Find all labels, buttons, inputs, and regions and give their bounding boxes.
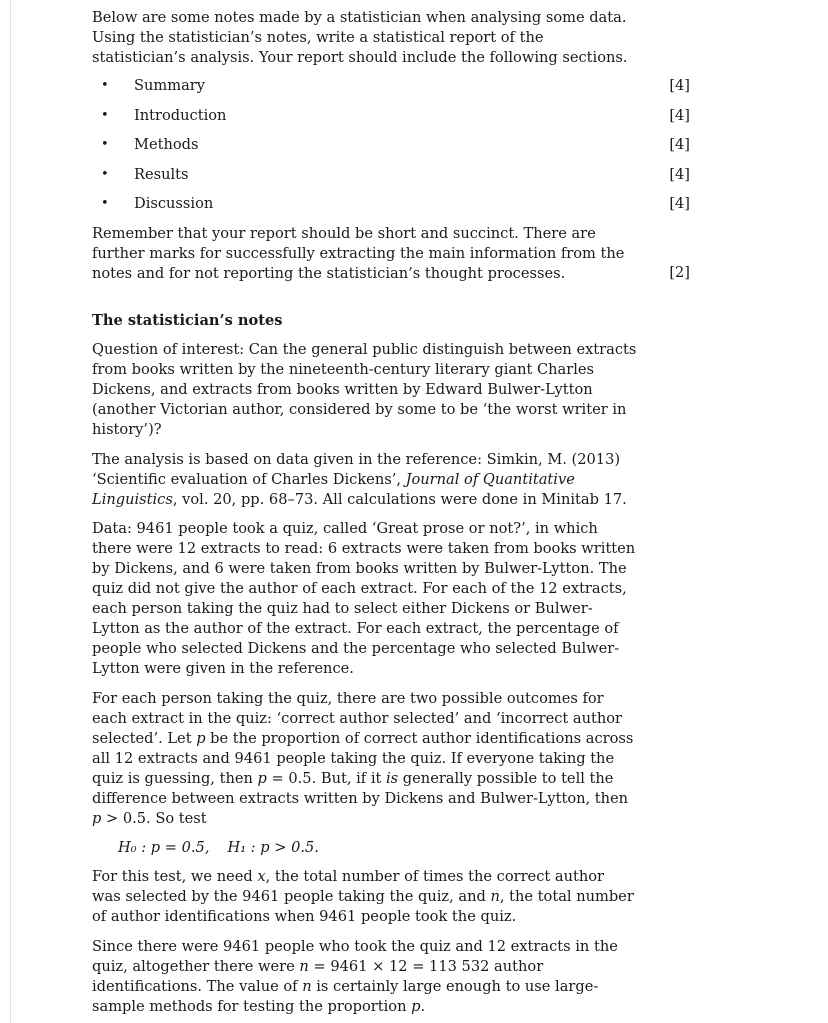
text-run: Since there were 9461 people who took the quiz and 12 extracts in the quiz, altogether there were [92,937,618,975]
text-run: generally possible to tell the difference between extracts written by Dickens and Bulwer-Lytton, then [92,769,629,808]
section-marks: [4] [669,195,690,213]
since-paragraph [92,937,637,1017]
test-paragraph [92,867,637,927]
data-paragraph: Data: 9461 people took a quiz, called ‘Great prose or not?’, in which there were 12 extracts to read: 6 extracts were taken from books written by Dickens, and 6 were taken from books written by Bulwer-Lytton. The quiz did not give the author of each extract. For each of the 12 extracts, each person taking the quiz had to select either Dickens or Bulwer-Lytton as the author of the extract. For each extract, the percentage of people who selected Dickens and the percentage who selected Bulwer-Lytton were given in the reference. [92,519,636,678]
text-run: is certainly large enough to use large-sample methods for testing the proportion [92,977,599,1015]
null-hypothesis: H₀ : p = 0.5, [118,839,210,857]
bullet-icon: • [101,166,109,182]
alternative-hypothesis: H₁ : p > 0.5. [227,839,319,857]
hypotheses [118,838,692,858]
math-p: p [196,729,206,747]
text-run: = 9461 × 12 = 113 532 author identifications. The value of [92,957,544,995]
section-list [92,76,692,224]
text-run: For each person taking the quiz, there are two possible outcomes for each extract in the quiz: ‘correct author selected’ and ‘incorrect author selected’. Let [92,689,623,747]
question-paragraph: Question of interest: Can the general public distinguish between extracts from books written by the nineteenth-century literary giant Charles Dickens, and extracts from books written by Edward Bulwer-Lytton (another Victorian author, considered by some to be ‘the worst writer in history’)? [92,341,637,439]
section-marks: [4] [669,106,690,124]
math-n: n [299,957,309,975]
section-marks: [4] [669,136,690,154]
text-run: . [420,997,426,1015]
remember-marks: [2] [669,263,690,281]
text-run: be the proportion of correct author identifications across all 12 extracts and 9461 people taking the quiz. If everyone taking the quiz is guessing, then [92,729,634,787]
section-marks: [4] [669,77,690,95]
instructions-intro: Below are some notes made by a statistician when analysing some data. Using the statistician’s notes, write a statistical report of the statistician’s analysis. Your report should include the following sections. [92,9,628,67]
section-marks: [4] [669,165,690,183]
section-item-methods [92,135,692,165]
bullet-icon: • [101,196,109,212]
math-n: n [490,888,500,906]
bullet-icon: • [101,137,109,153]
bullet-icon: • [101,107,109,123]
text-run: > 0.5. So test [101,810,207,828]
reference-text-a: The analysis is based on data given in the reference: Simkin, M. (2013) ‘Scientific evaluation of Charles Dickens’, [92,450,621,488]
text-run: For this test, we need [92,868,258,886]
math-p: p [92,810,102,828]
page-left-border [10,0,11,1023]
math-x: x [257,868,266,886]
reference-text-b: , vol. 20, pp. 68–73. All calculations were done in Minitab 17. [172,490,627,508]
outcomes-paragraph [92,689,637,830]
notes-heading: The statistician’s notes [92,312,283,330]
section-item-results [92,165,692,195]
section-label: Results [134,165,189,183]
section-item-summary [92,76,692,106]
text-run: , the total number of times the correct author was selected by the 9461 people taking the quiz, and [92,868,604,906]
section-label: Summary [134,77,205,95]
section-item-discussion [92,194,692,224]
text-run: = 0.5. But, if it [266,769,386,787]
bullet-icon: • [101,78,109,94]
remember-text: Remember that your report should be short and succinct. There are further marks for successfully extracting the main information from the notes and for not reporting the statistician’s thought processes. [92,224,625,282]
math-p: p [257,769,267,787]
text-run: , the total number of author identifications when 9461 people took the quiz. [92,888,634,926]
section-item-introduction [92,106,692,136]
section-label: Introduction [134,106,227,124]
journal-title: Journal of Quantitative Linguistics [92,470,575,508]
remember-block [92,224,692,284]
reference-paragraph [92,450,637,510]
emphasis-is: is [386,769,399,787]
math-p: p [411,997,421,1015]
section-label: Methods [134,136,199,154]
document-page [92,8,692,1017]
math-n: n [302,977,312,995]
section-label: Discussion [134,195,214,213]
